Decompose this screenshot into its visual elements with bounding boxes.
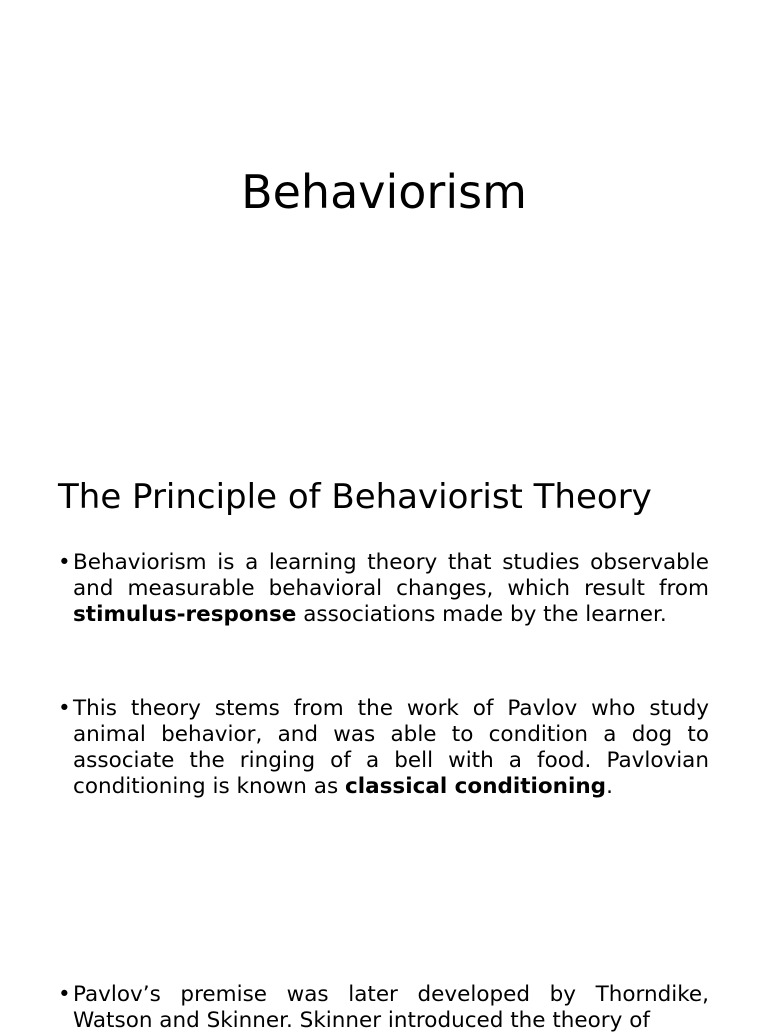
bullet-dot: • [58, 696, 71, 721]
bullet-dot: • [58, 550, 71, 575]
bullet-text-part: Behaviorism is a learning theory that studies observable and measurable behavioral changes, which result from [73, 550, 709, 601]
bullet-text [73, 550, 709, 628]
slide-title: Behaviorism [241, 165, 527, 219]
bullet-item [58, 550, 709, 628]
bullet-text [73, 696, 709, 800]
bullet-text [73, 982, 709, 1034]
bullet-text-part: associations made by the learner. [296, 602, 667, 627]
section-heading: The Principle of Behaviorist Theory [58, 477, 652, 517]
bullet-dot: • [58, 982, 71, 1007]
bullet-text-bold: stimulus-response [73, 602, 297, 627]
bullet-text-part: . [606, 774, 613, 799]
bullet-text-part: This theory stems from the work of Pavlov who study animal behavior, and was able to condition a dog to associate the ringing of a bell with a food. Pavlovian conditioning is known as [73, 696, 709, 799]
bullet-text-part: Pavlov’s premise was later developed by Thorndike, Watson and Skinner. Skinner introduced the theory of [73, 982, 709, 1033]
bullet-text-bold: classical conditioning [344, 774, 607, 799]
bullet-item [58, 982, 709, 1034]
bullet-item [58, 696, 709, 800]
